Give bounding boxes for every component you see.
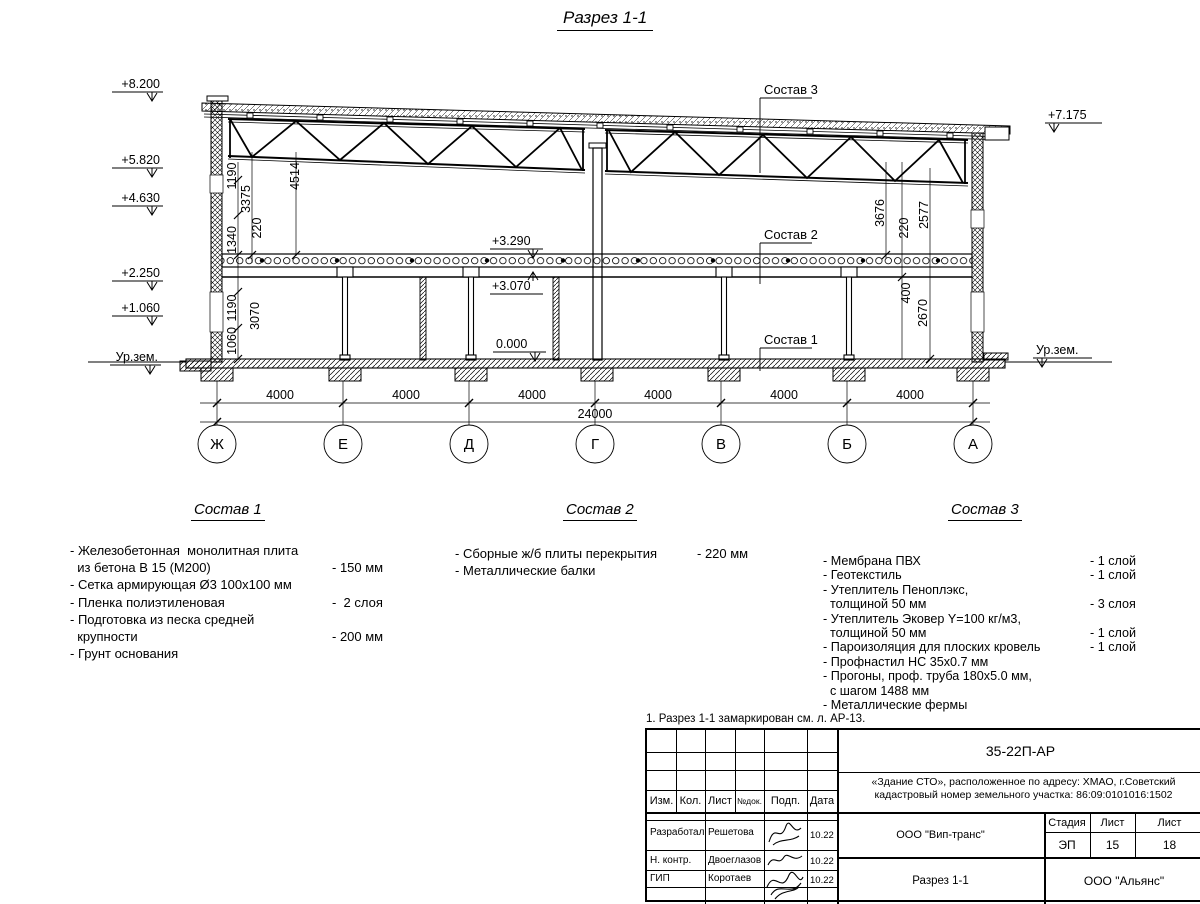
- elev-label: +1.060: [121, 301, 160, 315]
- sheet-header: Лист: [1100, 817, 1125, 829]
- list-item: [455, 562, 775, 579]
- item-value: - 1 слой: [1090, 568, 1137, 583]
- span-dim: 4000: [518, 388, 546, 402]
- list-item: [823, 626, 1163, 640]
- sheets-value: 18: [1162, 837, 1177, 852]
- zero-mark: 0.000: [496, 337, 528, 351]
- item-value: - 1 слой: [1090, 554, 1137, 568]
- elev-label: +2.250: [121, 266, 160, 280]
- date-ncontrol: 10.22: [810, 856, 834, 867]
- item-value: - 220 мм: [697, 546, 749, 561]
- list-item: [823, 669, 1163, 683]
- col-header-data: Дата: [809, 795, 835, 807]
- dim-label: 2670: [916, 299, 930, 327]
- dim-label: 1060: [225, 327, 239, 355]
- role-developer: Разработал: [650, 827, 705, 838]
- list-item: [455, 545, 775, 562]
- ground-level-label: Ур.зем.: [1036, 343, 1079, 357]
- comp3-title: Состав 3: [948, 501, 1022, 521]
- axis-letter: А: [967, 436, 979, 453]
- comp3-list: [823, 554, 1163, 712]
- item-value: - 1 слой: [1090, 640, 1137, 655]
- axis-letter: Е: [337, 436, 349, 453]
- dim-label: 1340: [225, 226, 239, 254]
- item-text: - Пленка полиэтиленовая: [70, 594, 225, 610]
- object-line1: «Здание СТО», расположенное по адресу: ХМАО, г.Советский: [871, 776, 1176, 788]
- list-item: [823, 684, 1163, 698]
- name-gip: Коротаев: [708, 873, 752, 884]
- axis-letter: Г: [590, 436, 600, 453]
- item-text: крупности: [70, 629, 138, 645]
- elev-label: +8.200: [121, 77, 160, 91]
- date-developer: 10.22: [810, 830, 834, 841]
- stage-value: ЭП: [1058, 837, 1076, 852]
- object-description: [843, 776, 1200, 802]
- elev-label: +4.630: [121, 191, 160, 205]
- slab-top-mark: +3.290: [492, 234, 531, 248]
- list-item: [70, 628, 410, 645]
- col-header-izm: Изм.: [649, 795, 674, 807]
- list-item: [823, 655, 1163, 669]
- date-gip: 10.22: [810, 875, 834, 886]
- item-text: - Металлические фермы: [823, 698, 968, 713]
- dim-label: 220: [250, 217, 264, 239]
- item-text: из бетона В 15 (М200): [70, 560, 211, 576]
- list-item: [823, 612, 1163, 626]
- dim-label: 1190: [225, 162, 239, 190]
- list-item: [823, 554, 1163, 568]
- item-text: толщиной 50 мм: [823, 597, 927, 612]
- list-item: [70, 611, 410, 628]
- item-text: - Грунт основания: [70, 646, 179, 662]
- leader-label: Состав 2: [764, 227, 818, 242]
- item-text: - Подготовка из песка средней: [70, 611, 255, 627]
- elev-label: +7.175: [1048, 108, 1087, 122]
- foundation-pads: [201, 368, 989, 381]
- partitions: [420, 277, 559, 360]
- axis-letter: Д: [463, 436, 475, 453]
- list-item: [823, 698, 1163, 712]
- item-text: - Прогоны, проф. труба 180х5.0 мм,: [823, 669, 1032, 684]
- total-dim: 24000: [577, 407, 613, 421]
- col-header-podp: Подп.: [770, 795, 801, 807]
- stage-header: Стадия: [1048, 817, 1086, 829]
- span-dim: 4000: [266, 388, 294, 402]
- span-dim: 4000: [392, 388, 420, 402]
- dim-label: 400: [899, 282, 913, 304]
- dim-label: 3676: [873, 199, 887, 227]
- item-value: - 2 слоя: [332, 594, 383, 610]
- item-value: - 1 слой: [1090, 626, 1137, 641]
- drawing-note: 1. Разрез 1-1 замаркирован см. л. АР-13.: [646, 713, 866, 725]
- center-column: [589, 143, 606, 360]
- leader-label: Состав 3: [764, 82, 818, 97]
- signature-developer: [765, 818, 805, 849]
- truss-left: [228, 119, 585, 173]
- list-item: [823, 583, 1163, 597]
- role-ncontrol: Н. контр.: [650, 855, 692, 866]
- item-text: - Пароизоляция для плоских кровель: [823, 640, 1041, 655]
- item-text: толщиной 50 мм: [823, 626, 927, 641]
- ground-level-label: Ур.зем.: [115, 350, 158, 364]
- dim-label: 3070: [248, 302, 262, 330]
- item-text: с шагом 1488 мм: [823, 683, 930, 698]
- comp2-title: Состав 2: [563, 501, 637, 521]
- org-mid: ООО "Вип-транс": [896, 828, 985, 841]
- page-title: Разрез 1-1: [557, 8, 653, 31]
- span-dim: 4000: [644, 388, 672, 402]
- comp1-list: [70, 542, 410, 662]
- axis-letter: Ж: [210, 436, 224, 453]
- col-header-ndok: №док.: [737, 796, 762, 806]
- item-value: - 3 слоя: [1090, 597, 1136, 612]
- item-text: - Мембрана ПВХ: [823, 554, 921, 568]
- item-value: - 150 мм: [332, 560, 384, 576]
- signature-gip: [761, 867, 807, 901]
- truss-right: [605, 130, 968, 186]
- name-ncontrol: Двоеглазов: [708, 855, 762, 866]
- item-text: - Утеплитель Пеноплэкс,: [823, 582, 969, 597]
- item-text: - Сборные ж/б плиты перекрытия: [455, 546, 658, 561]
- list-item: [70, 576, 410, 593]
- col-header-list: Лист: [708, 795, 732, 807]
- comp1-title: Состав 1: [191, 501, 265, 521]
- item-text: - Геотекстиль: [823, 568, 902, 583]
- sheets-header: Лист: [1157, 817, 1182, 829]
- dim-label: 1190: [225, 294, 239, 322]
- object-line2: кадастровый номер земельного участка: 86:09:0101016:1502: [874, 789, 1173, 801]
- dim-label: 3375: [239, 185, 253, 213]
- role-gip: ГИП: [650, 873, 670, 884]
- leader-label: Состав 1: [764, 332, 818, 347]
- slab-bottom-mark: +3.070: [492, 279, 531, 293]
- item-text: - Металлические балки: [455, 563, 596, 579]
- list-item: [70, 542, 410, 559]
- dim-label: 2577: [917, 201, 931, 229]
- axis-letter: В: [715, 436, 727, 453]
- dim-label: 4514: [288, 162, 302, 190]
- item-value: - 200 мм: [332, 629, 384, 645]
- comp2-list: [455, 545, 775, 579]
- axis-letter: Б: [842, 436, 852, 453]
- item-text: - Профнастил НС 35х0.7 мм: [823, 654, 989, 669]
- span-dim: 4000: [896, 388, 924, 402]
- list-item: [70, 559, 410, 576]
- list-item: [70, 645, 410, 662]
- title-block: [645, 728, 1200, 902]
- list-item: [70, 594, 410, 611]
- list-item: [823, 568, 1163, 582]
- sheet-value: 15: [1105, 837, 1120, 852]
- document-number: 35-22П-АР: [985, 743, 1056, 759]
- right-wall: [971, 133, 984, 362]
- item-text: - Железобетонная монолитная плита: [70, 543, 299, 558]
- col-header-kol: Кол.: [679, 795, 702, 807]
- name-developer: Решетова: [708, 827, 754, 838]
- list-item: [823, 597, 1163, 611]
- item-text: - Утеплитель Эковер Y=100 кг/м3,: [823, 611, 1021, 626]
- drawing-name: Разрез 1-1: [912, 874, 969, 887]
- list-item: [823, 640, 1163, 654]
- elev-label: +5.820: [121, 153, 160, 167]
- org-right: ООО "Альянс": [1083, 873, 1165, 888]
- span-dim: 4000: [770, 388, 798, 402]
- item-text: - Сетка армирующая Ø3 100х100 мм: [70, 577, 292, 593]
- dim-label: 220: [897, 217, 911, 239]
